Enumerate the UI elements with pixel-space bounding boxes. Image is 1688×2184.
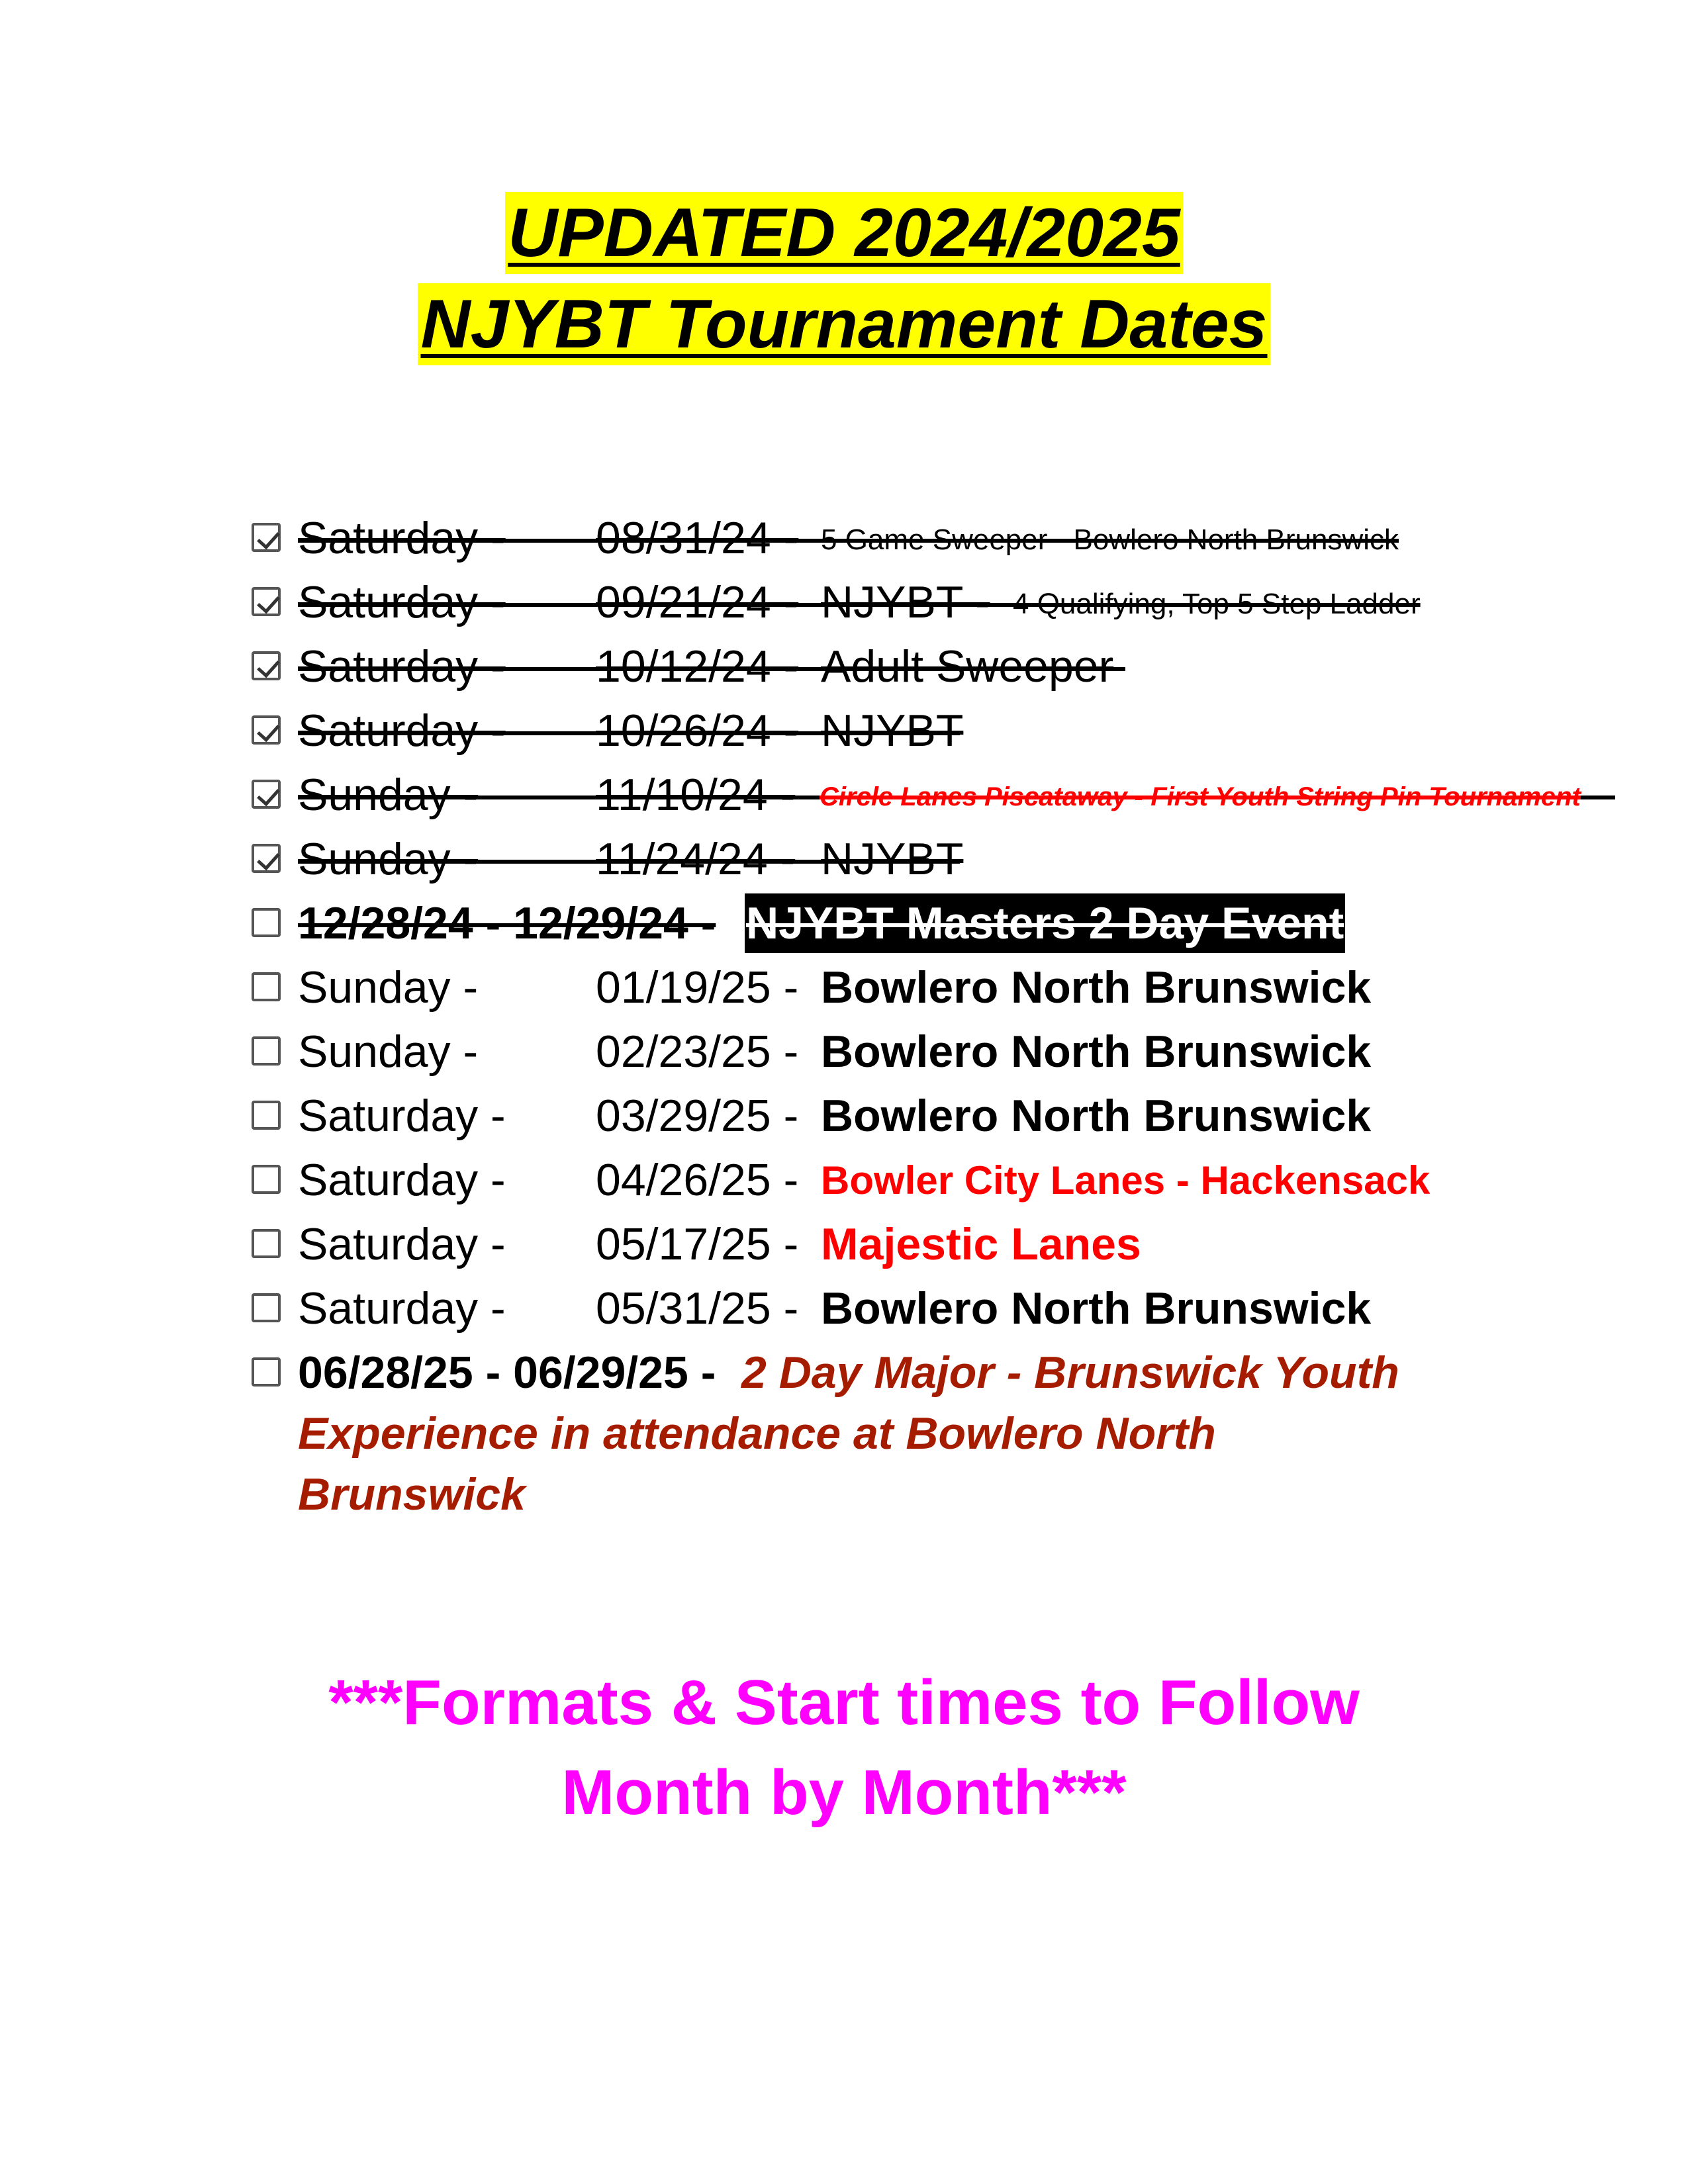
schedule-item xyxy=(252,1279,1681,1343)
schedule-date: 09/21/24 - xyxy=(596,577,799,627)
checked-box-icon[interactable] xyxy=(252,844,281,873)
schedule-day: Sunday - xyxy=(298,834,479,884)
schedule-event: NJYBT xyxy=(821,705,964,756)
schedule-date: 08/31/24 - xyxy=(596,513,799,563)
schedule-item xyxy=(252,1086,1681,1150)
schedule-item xyxy=(252,765,1681,829)
checked-box-icon[interactable] xyxy=(252,715,281,745)
schedule-item xyxy=(252,637,1681,701)
schedule-event: NJYBT xyxy=(821,834,964,884)
schedule-item xyxy=(252,1022,1681,1086)
footer-note xyxy=(0,1658,1688,1838)
schedule-day: Saturday - xyxy=(298,1283,506,1334)
schedule-item xyxy=(252,893,1681,958)
schedule-date: 11/24/24 - xyxy=(596,834,796,884)
schedule-day: Saturday - xyxy=(298,513,506,563)
schedule-event: Adult Sweeper xyxy=(821,641,1114,692)
tournament-schedule xyxy=(252,508,1681,1528)
schedule-event: Bowlero North Brunswick xyxy=(821,1283,1372,1334)
schedule-event: Bowlero North Brunswick xyxy=(821,1091,1372,1141)
title-line-1: UPDATED 2024/2025 xyxy=(505,192,1182,274)
schedule-day: Saturday - xyxy=(298,1219,506,1269)
checkbox-icon[interactable] xyxy=(252,1293,281,1322)
title-line-2: NJYBT Tournament Dates xyxy=(418,283,1270,365)
checked-box-icon[interactable] xyxy=(252,587,281,616)
schedule-day: Saturday - xyxy=(298,705,506,756)
checked-box-icon[interactable] xyxy=(252,651,281,680)
schedule-date: 10/26/24 - xyxy=(596,705,799,756)
schedule-event: Bowlero North Brunswick xyxy=(821,1026,1372,1077)
schedule-day: Saturday - xyxy=(298,1091,506,1141)
schedule-date: 05/17/25 - xyxy=(596,1219,799,1269)
schedule-day: Saturday - xyxy=(298,641,506,692)
schedule-event: Majestic Lanes xyxy=(821,1219,1141,1269)
checkbox-icon[interactable] xyxy=(252,1101,281,1130)
schedule-item xyxy=(252,508,1681,572)
schedule-event-line-1: 2 Day Major - Brunswick Youth xyxy=(741,1347,1399,1398)
schedule-date: 03/29/25 - xyxy=(596,1091,799,1141)
schedule-event-detail: 4 Qualifying, Top 5 Step Ladder xyxy=(1013,588,1421,620)
schedule-date: 04/26/25 - xyxy=(596,1155,799,1205)
checkbox-icon[interactable] xyxy=(252,908,281,937)
schedule-event: NJYBT - xyxy=(821,577,990,627)
schedule-event: NJYBT Masters 2 Day Event xyxy=(745,893,1345,953)
schedule-item xyxy=(252,1343,1681,1528)
checkbox-icon[interactable] xyxy=(252,1229,281,1258)
schedule-event: Bowler City Lanes - Hackensack xyxy=(821,1158,1430,1203)
schedule-date: 05/31/25 - xyxy=(596,1283,799,1334)
document-title xyxy=(0,192,1688,375)
checkbox-icon[interactable] xyxy=(252,1036,281,1066)
schedule-item xyxy=(252,572,1681,637)
checked-box-icon[interactable] xyxy=(252,523,281,552)
schedule-day: Saturday - xyxy=(298,577,506,627)
schedule-item xyxy=(252,1150,1681,1214)
schedule-day: Sunday - xyxy=(298,770,479,820)
schedule-item xyxy=(252,958,1681,1022)
schedule-item xyxy=(252,829,1681,893)
schedule-date-range: 06/28/25 - 06/29/25 - xyxy=(298,1347,716,1398)
schedule-date-range: 12/28/24 - 12/29/24 - xyxy=(298,898,716,948)
checkbox-icon[interactable] xyxy=(252,972,281,1001)
footer-line-1: ***Formats & Start times to Follow xyxy=(328,1667,1360,1738)
footer-line-2: Month by Month*** xyxy=(561,1757,1127,1828)
schedule-day: Sunday - xyxy=(298,1026,479,1077)
schedule-item xyxy=(252,1214,1681,1279)
schedule-event-line-3: Brunswick xyxy=(298,1469,526,1520)
checkbox-icon[interactable] xyxy=(252,1357,281,1387)
checkbox-icon[interactable] xyxy=(252,1165,281,1194)
schedule-date: 11/10/24 - xyxy=(596,770,796,820)
schedule-day: Sunday - xyxy=(298,962,479,1013)
schedule-date: 01/19/25 - xyxy=(596,962,799,1013)
schedule-date: 02/23/25 - xyxy=(596,1026,799,1077)
schedule-event-line-2: Experience in attendance at Bowlero North xyxy=(298,1408,1216,1459)
schedule-date: 10/12/24 - xyxy=(596,641,799,692)
schedule-day: Saturday - xyxy=(298,1155,506,1205)
schedule-event: Bowlero North Brunswick xyxy=(821,962,1372,1013)
checked-box-icon[interactable] xyxy=(252,780,281,809)
schedule-item xyxy=(252,701,1681,765)
schedule-event: Circle Lanes Piscataway - First Youth String Pin Tournament xyxy=(820,782,1581,811)
schedule-event: 5 Game Sweeper - Bowlero North Brunswick xyxy=(821,523,1399,556)
